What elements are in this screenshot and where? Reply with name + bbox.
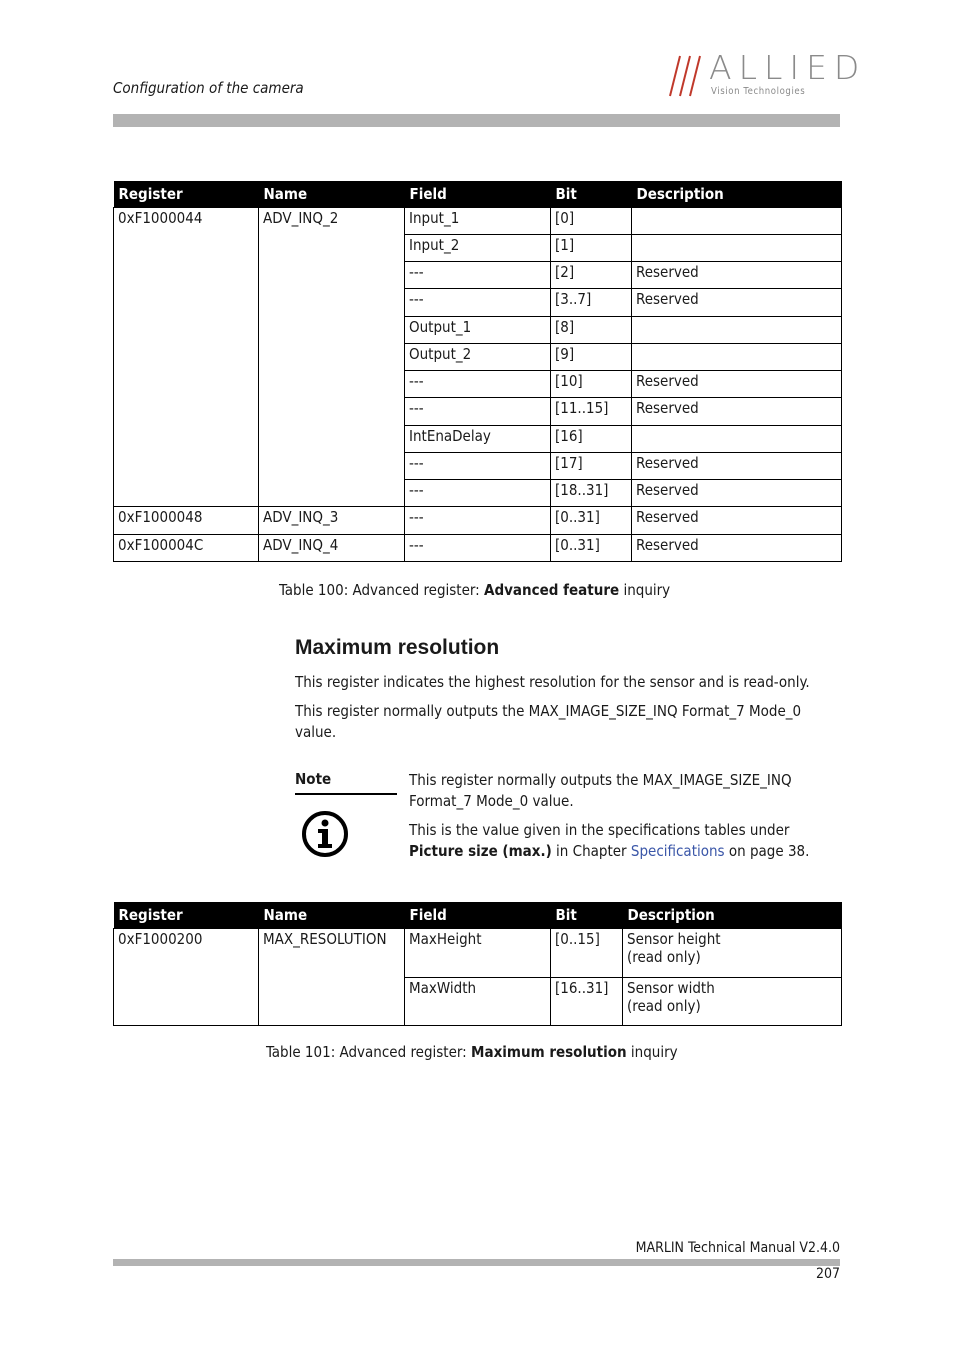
name-cell: ADV_INQ_2 [259,207,405,507]
description-cell [632,207,842,234]
advanced-feature-table [113,181,842,562]
description-cell: Reserved [632,371,842,398]
description-cell: Reserved [632,534,842,561]
description-cell: Reserved [632,262,842,289]
col-header-register: Register [114,902,259,928]
logo-slashes-icon [668,52,712,98]
field-cell: --- [405,507,551,534]
field-cell: Input_1 [405,207,551,234]
caption-suffix: inquiry [619,581,671,599]
description-cell [632,234,842,261]
col-header-bit: Bit [551,181,632,207]
maximum-resolution-table [113,902,842,1026]
bit-cell: [17] [551,452,632,479]
bit-cell: [0..31] [551,534,632,561]
bit-cell: [11..15] [551,398,632,425]
register-cell: 0xF1000048 [114,507,259,534]
note-text-2-suffix: on page 38. [724,842,810,860]
description-cell [632,425,842,452]
note-underline [295,793,397,795]
bit-cell: [2] [551,262,632,289]
bit-cell: [0] [551,207,632,234]
field-cell: Input_2 [405,234,551,261]
bit-cell: [1] [551,234,632,261]
caption-bold: Advanced feature [484,581,620,599]
table-row [114,928,842,977]
col-header-bit: Bit [551,902,623,928]
col-header-name: Name [259,902,405,928]
col-header-field: Field [405,181,551,207]
page-number: 207 [815,1266,840,1282]
bit-cell: [8] [551,316,632,343]
section-heading: Maximum resolution [295,636,500,659]
bit-cell: [9] [551,343,632,370]
bit-cell: [0..15] [551,928,623,977]
info-icon [301,810,349,858]
allied-logo [668,48,867,102]
table-header-row [114,902,842,928]
field-cell: --- [405,262,551,289]
header-divider [113,114,840,127]
col-header-description: Description [623,902,842,928]
field-cell: MaxWidth [405,977,551,1025]
description-cell [623,928,842,977]
field-cell: MaxHeight [405,928,551,977]
bit-cell: [16] [551,425,632,452]
description-cell: Reserved [632,289,842,316]
field-cell: --- [405,452,551,479]
description-cell [632,343,842,370]
note-text-2-middle: in Chapter [551,842,631,860]
section-paragraph-1: This register indicates the highest resolution for the sensor and is read-only. [295,673,810,691]
description-cell: Reserved [632,507,842,534]
note-text-2-bold: Picture size (max.) [409,842,552,860]
table-100-caption [279,581,670,599]
field-cell: --- [405,398,551,425]
description-cell [632,316,842,343]
register-cell: 0xF100004C [114,534,259,561]
col-header-register: Register [114,181,259,207]
description-line-2: (read only) [627,996,701,1015]
caption-prefix: Table 101: Advanced register: [266,1043,472,1061]
name-cell: ADV_INQ_4 [259,534,405,561]
field-cell: --- [405,534,551,561]
description-line-1: Sensor width [627,978,715,997]
section-paragraph-2: This register normally outputs the MAX_IMAGE_SIZE_INQ Format_7 Mode_0 value. [295,702,802,741]
description-cell [623,977,842,1025]
note-text-2-prefix: This is the value given in the specifications tables under [409,821,790,839]
field-cell: Output_1 [405,316,551,343]
field-cell: IntEnaDelay [405,425,551,452]
table-101-caption [266,1043,678,1061]
bit-cell: [10] [551,371,632,398]
field-cell: Output_2 [405,343,551,370]
col-header-field: Field [405,902,551,928]
bit-cell: [3..7] [551,289,632,316]
name-cell: MAX_RESOLUTION [259,928,405,1025]
description-cell: Reserved [632,452,842,479]
bit-cell: [18..31] [551,480,632,507]
table-row [114,534,842,561]
bit-cell: [0..31] [551,507,632,534]
bit-cell: [16..31] [551,977,623,1025]
note-text-1: This register normally outputs the MAX_IMAGE_SIZE_INQ Format_7 Mode_0 value. [409,771,792,810]
caption-bold: Maximum resolution [471,1043,627,1061]
page-header-title: Configuration of the camera [113,79,304,97]
logo-tagline: Vision Technologies [711,86,806,97]
note-text-2 [409,820,841,862]
note-label: Note [295,770,332,788]
register-cell: 0xF1000044 [114,207,259,507]
register-cell: 0xF1000200 [114,928,259,1025]
specifications-link[interactable]: Specifications [630,842,725,860]
name-cell: ADV_INQ_3 [259,507,405,534]
field-cell: --- [405,371,551,398]
description-cell: Reserved [632,398,842,425]
table-header-row [114,181,842,207]
table-row [114,207,842,234]
col-header-description: Description [632,181,842,207]
description-cell: Reserved [632,480,842,507]
footer-divider [113,1259,840,1266]
caption-suffix: inquiry [626,1043,678,1061]
footer-manual-title: MARLIN Technical Manual V2.4.0 [635,1240,840,1256]
description-line-1: Sensor height [627,929,721,948]
table-row [114,507,842,534]
caption-prefix: Table 100: Advanced register: [279,581,485,599]
field-cell: --- [405,289,551,316]
logo-brand: ALLIED [709,48,867,87]
description-line-2: (read only) [627,947,701,966]
field-cell: --- [405,480,551,507]
col-header-name: Name [259,181,405,207]
